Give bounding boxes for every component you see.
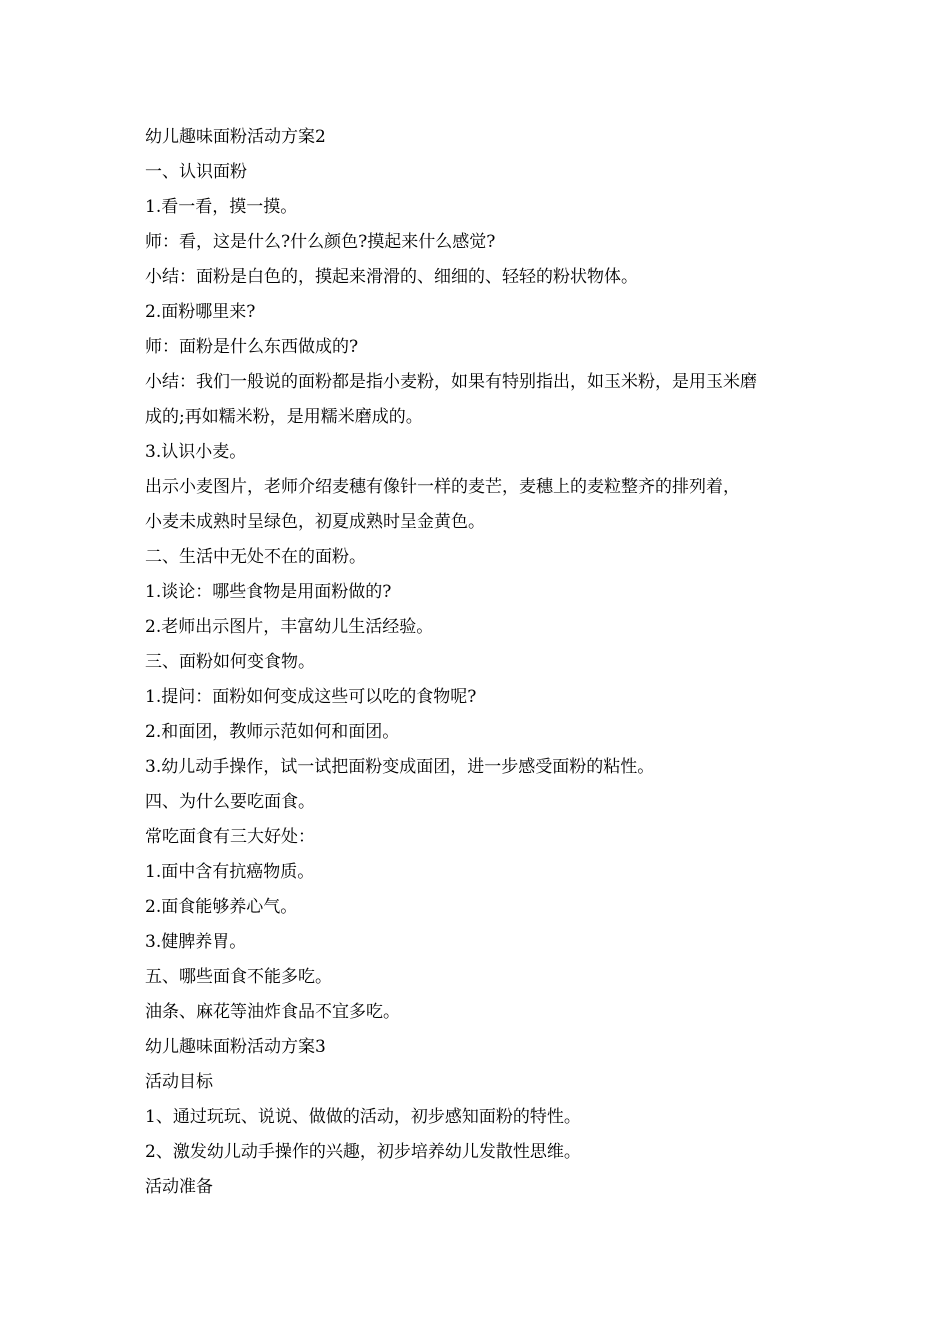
list-item: 2、激发幼儿动手操作的兴趣，初步培养幼儿发散性思维。 (145, 1142, 581, 1162)
heading: 三、面粉如何变食物。 (145, 652, 315, 672)
paragraph: 出示小麦图片，老师介绍麦穗有像针一样的麦芒，麦穗上的麦粒整齐的排列着， (145, 477, 740, 497)
paragraph: 师：看，这是什么?什么颜色?摸起来什么感觉? (145, 232, 496, 252)
section-title: 幼儿趣味面粉活动方案2 (145, 127, 326, 147)
paragraph: 3.幼儿动手操作，试一试把面粉变成面团，进一步感受面粉的粘性。 (145, 757, 655, 777)
paragraph: 师：面粉是什么东西做成的? (145, 337, 359, 357)
paragraph: 小麦未成熟时呈绿色，初夏成熟时呈金黄色。 (145, 512, 485, 532)
paragraph: 常吃面食有三大好处： (145, 827, 315, 847)
heading: 五、哪些面食不能多吃。 (145, 967, 332, 987)
paragraph: 小结：我们一般说的面粉都是指小麦粉，如果有特别指出，如玉米粉，是用玉米磨 (145, 372, 757, 392)
paragraph: 油条、麻花等油炸食品不宜多吃。 (145, 1002, 400, 1022)
paragraph: 成的;再如糯米粉，是用糯米磨成的。 (145, 407, 423, 427)
heading: 活动准备 (145, 1177, 213, 1197)
paragraph: 1.看一看，摸一摸。 (145, 197, 298, 217)
list-item: 1、通过玩玩、说说、做做的活动，初步感知面粉的特性。 (145, 1107, 581, 1127)
list-item: 1.面中含有抗癌物质。 (145, 862, 315, 882)
paragraph: 2.和面团，教师示范如何和面团。 (145, 722, 400, 742)
paragraph: 2.老师出示图片，丰富幼儿生活经验。 (145, 617, 434, 637)
paragraph: 小结：面粉是白色的，摸起来滑滑的、细细的、轻轻的粉状物体。 (145, 267, 638, 287)
list-item: 3.健脾养胃。 (145, 932, 247, 952)
heading: 二、生活中无处不在的面粉。 (145, 547, 366, 567)
document-body (145, 120, 815, 1205)
paragraph: 2.面粉哪里来? (145, 302, 256, 322)
paragraph: 1.谈论：哪些食物是用面粉做的? (145, 582, 392, 602)
heading: 一、认识面粉 (145, 162, 247, 182)
section-title: 幼儿趣味面粉活动方案3 (145, 1037, 326, 1057)
paragraph: 1.提问：面粉如何变成这些可以吃的食物呢? (145, 687, 477, 707)
list-item: 2.面食能够养心气。 (145, 897, 298, 917)
paragraph: 3.认识小麦。 (145, 442, 247, 462)
heading: 活动目标 (145, 1072, 213, 1092)
heading: 四、为什么要吃面食。 (145, 792, 315, 812)
